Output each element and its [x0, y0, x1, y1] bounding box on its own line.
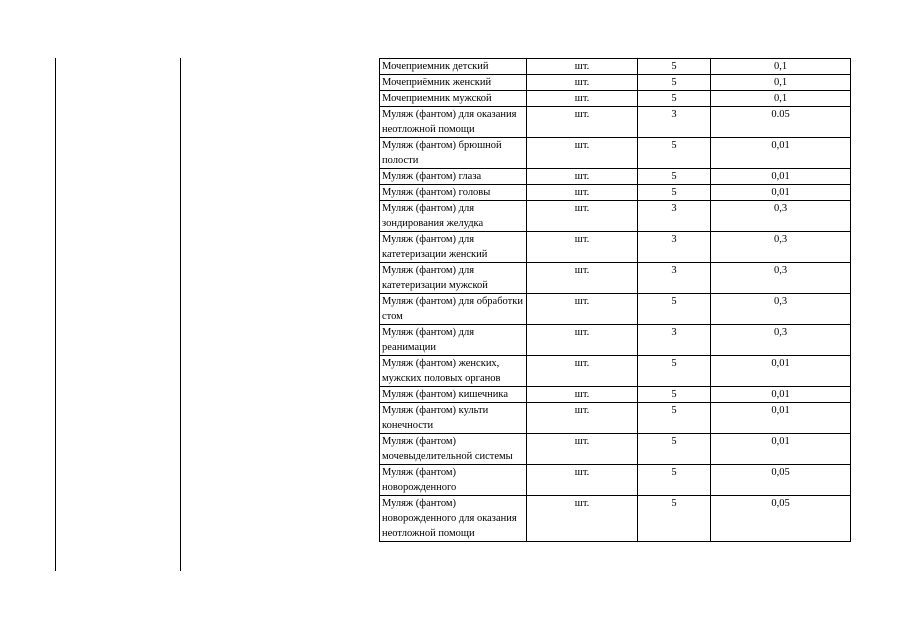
item-name-cell: Муляж (фантом) брюшной полости	[380, 138, 527, 169]
value-cell: 0,01	[711, 169, 851, 185]
unit-cell: шт.	[527, 107, 638, 138]
quantity-cell: 3	[638, 107, 711, 138]
value-cell: 0,05	[711, 465, 851, 496]
value-cell: 0,01	[711, 403, 851, 434]
value-cell: 0,01	[711, 356, 851, 387]
unit-cell: шт.	[527, 387, 638, 403]
quantity-cell: 3	[638, 201, 711, 232]
table-row	[380, 201, 851, 232]
unit-cell: шт.	[527, 496, 638, 542]
item-name-cell: Мочеприёмник женский	[380, 75, 527, 91]
item-name-cell: Муляж (фантом) для зондирования желудка	[380, 201, 527, 232]
value-cell: 0,3	[711, 325, 851, 356]
table-row	[380, 59, 851, 75]
quantity-cell: 5	[638, 91, 711, 107]
value-cell: 0,3	[711, 263, 851, 294]
quantity-cell: 5	[638, 185, 711, 201]
item-name-cell: Муляж (фантом) головы	[380, 185, 527, 201]
value-cell: 0.05	[711, 107, 851, 138]
quantity-cell: 3	[638, 263, 711, 294]
quantity-cell: 3	[638, 325, 711, 356]
table-row	[380, 434, 851, 465]
quantity-cell: 5	[638, 169, 711, 185]
value-cell: 0,1	[711, 75, 851, 91]
quantity-cell: 5	[638, 465, 711, 496]
item-name-cell: Муляж (фантом) для катетеризации женский	[380, 232, 527, 263]
value-cell: 0,01	[711, 185, 851, 201]
unit-cell: шт.	[527, 356, 638, 387]
item-name-cell: Муляж (фантом) новорожденного	[380, 465, 527, 496]
unit-cell: шт.	[527, 403, 638, 434]
item-name-cell: Муляж (фантом) для катетеризации мужской	[380, 263, 527, 294]
unit-cell: шт.	[527, 185, 638, 201]
quantity-cell: 5	[638, 434, 711, 465]
quantity-cell: 5	[638, 403, 711, 434]
table-row	[380, 263, 851, 294]
unit-cell: шт.	[527, 263, 638, 294]
item-name-cell: Муляж (фантом) культи конечности	[380, 403, 527, 434]
table-row	[380, 356, 851, 387]
table-row	[380, 403, 851, 434]
unit-cell: шт.	[527, 201, 638, 232]
value-cell: 0,3	[711, 201, 851, 232]
table-row	[380, 465, 851, 496]
unit-cell: шт.	[527, 465, 638, 496]
unit-cell: шт.	[527, 434, 638, 465]
table-row	[380, 325, 851, 356]
table-row	[380, 169, 851, 185]
table-row	[380, 138, 851, 169]
item-name-cell: Мочеприемник мужской	[380, 91, 527, 107]
quantity-cell: 5	[638, 294, 711, 325]
item-name-cell: Муляж (фантом) для реанимации	[380, 325, 527, 356]
inner-border-line	[180, 58, 181, 571]
item-name-cell: Муляж (фантом) для обработки стом	[380, 294, 527, 325]
item-name-cell: Муляж (фантом) мочевыделительной системы	[380, 434, 527, 465]
table-row	[380, 294, 851, 325]
value-cell: 0,01	[711, 138, 851, 169]
unit-cell: шт.	[527, 59, 638, 75]
value-cell: 0,05	[711, 496, 851, 542]
item-name-cell: Муляж (фантом) кишечника	[380, 387, 527, 403]
value-cell: 0,01	[711, 434, 851, 465]
value-cell: 0,01	[711, 387, 851, 403]
table-row	[380, 91, 851, 107]
table-row	[380, 387, 851, 403]
unit-cell: шт.	[527, 325, 638, 356]
quantity-cell: 5	[638, 356, 711, 387]
quantity-cell: 5	[638, 59, 711, 75]
value-cell: 0,3	[711, 294, 851, 325]
item-name-cell: Муляж (фантом) глаза	[380, 169, 527, 185]
item-name-cell: Муляж (фантом) новорожденного для оказания неотложной помощи	[380, 496, 527, 542]
unit-cell: шт.	[527, 232, 638, 263]
item-name-cell: Муляж (фантом) женских, мужских половых органов	[380, 356, 527, 387]
table-row	[380, 496, 851, 542]
value-cell: 0,1	[711, 91, 851, 107]
left-border-line	[55, 58, 56, 571]
quantity-cell: 5	[638, 138, 711, 169]
value-cell: 0,1	[711, 59, 851, 75]
unit-cell: шт.	[527, 138, 638, 169]
quantity-cell: 3	[638, 232, 711, 263]
table-row	[380, 75, 851, 91]
quantity-cell: 5	[638, 496, 711, 542]
item-name-cell: Мочеприемник детский	[380, 59, 527, 75]
quantity-cell: 5	[638, 75, 711, 91]
value-cell: 0,3	[711, 232, 851, 263]
table-row	[380, 232, 851, 263]
equipment-table-body	[380, 59, 851, 542]
quantity-cell: 5	[638, 387, 711, 403]
unit-cell: шт.	[527, 91, 638, 107]
unit-cell: шт.	[527, 169, 638, 185]
unit-cell: шт.	[527, 294, 638, 325]
table-row	[380, 107, 851, 138]
item-name-cell: Муляж (фантом) для оказания неотложной помощи	[380, 107, 527, 138]
equipment-table	[379, 58, 851, 542]
unit-cell: шт.	[527, 75, 638, 91]
table-row	[380, 185, 851, 201]
